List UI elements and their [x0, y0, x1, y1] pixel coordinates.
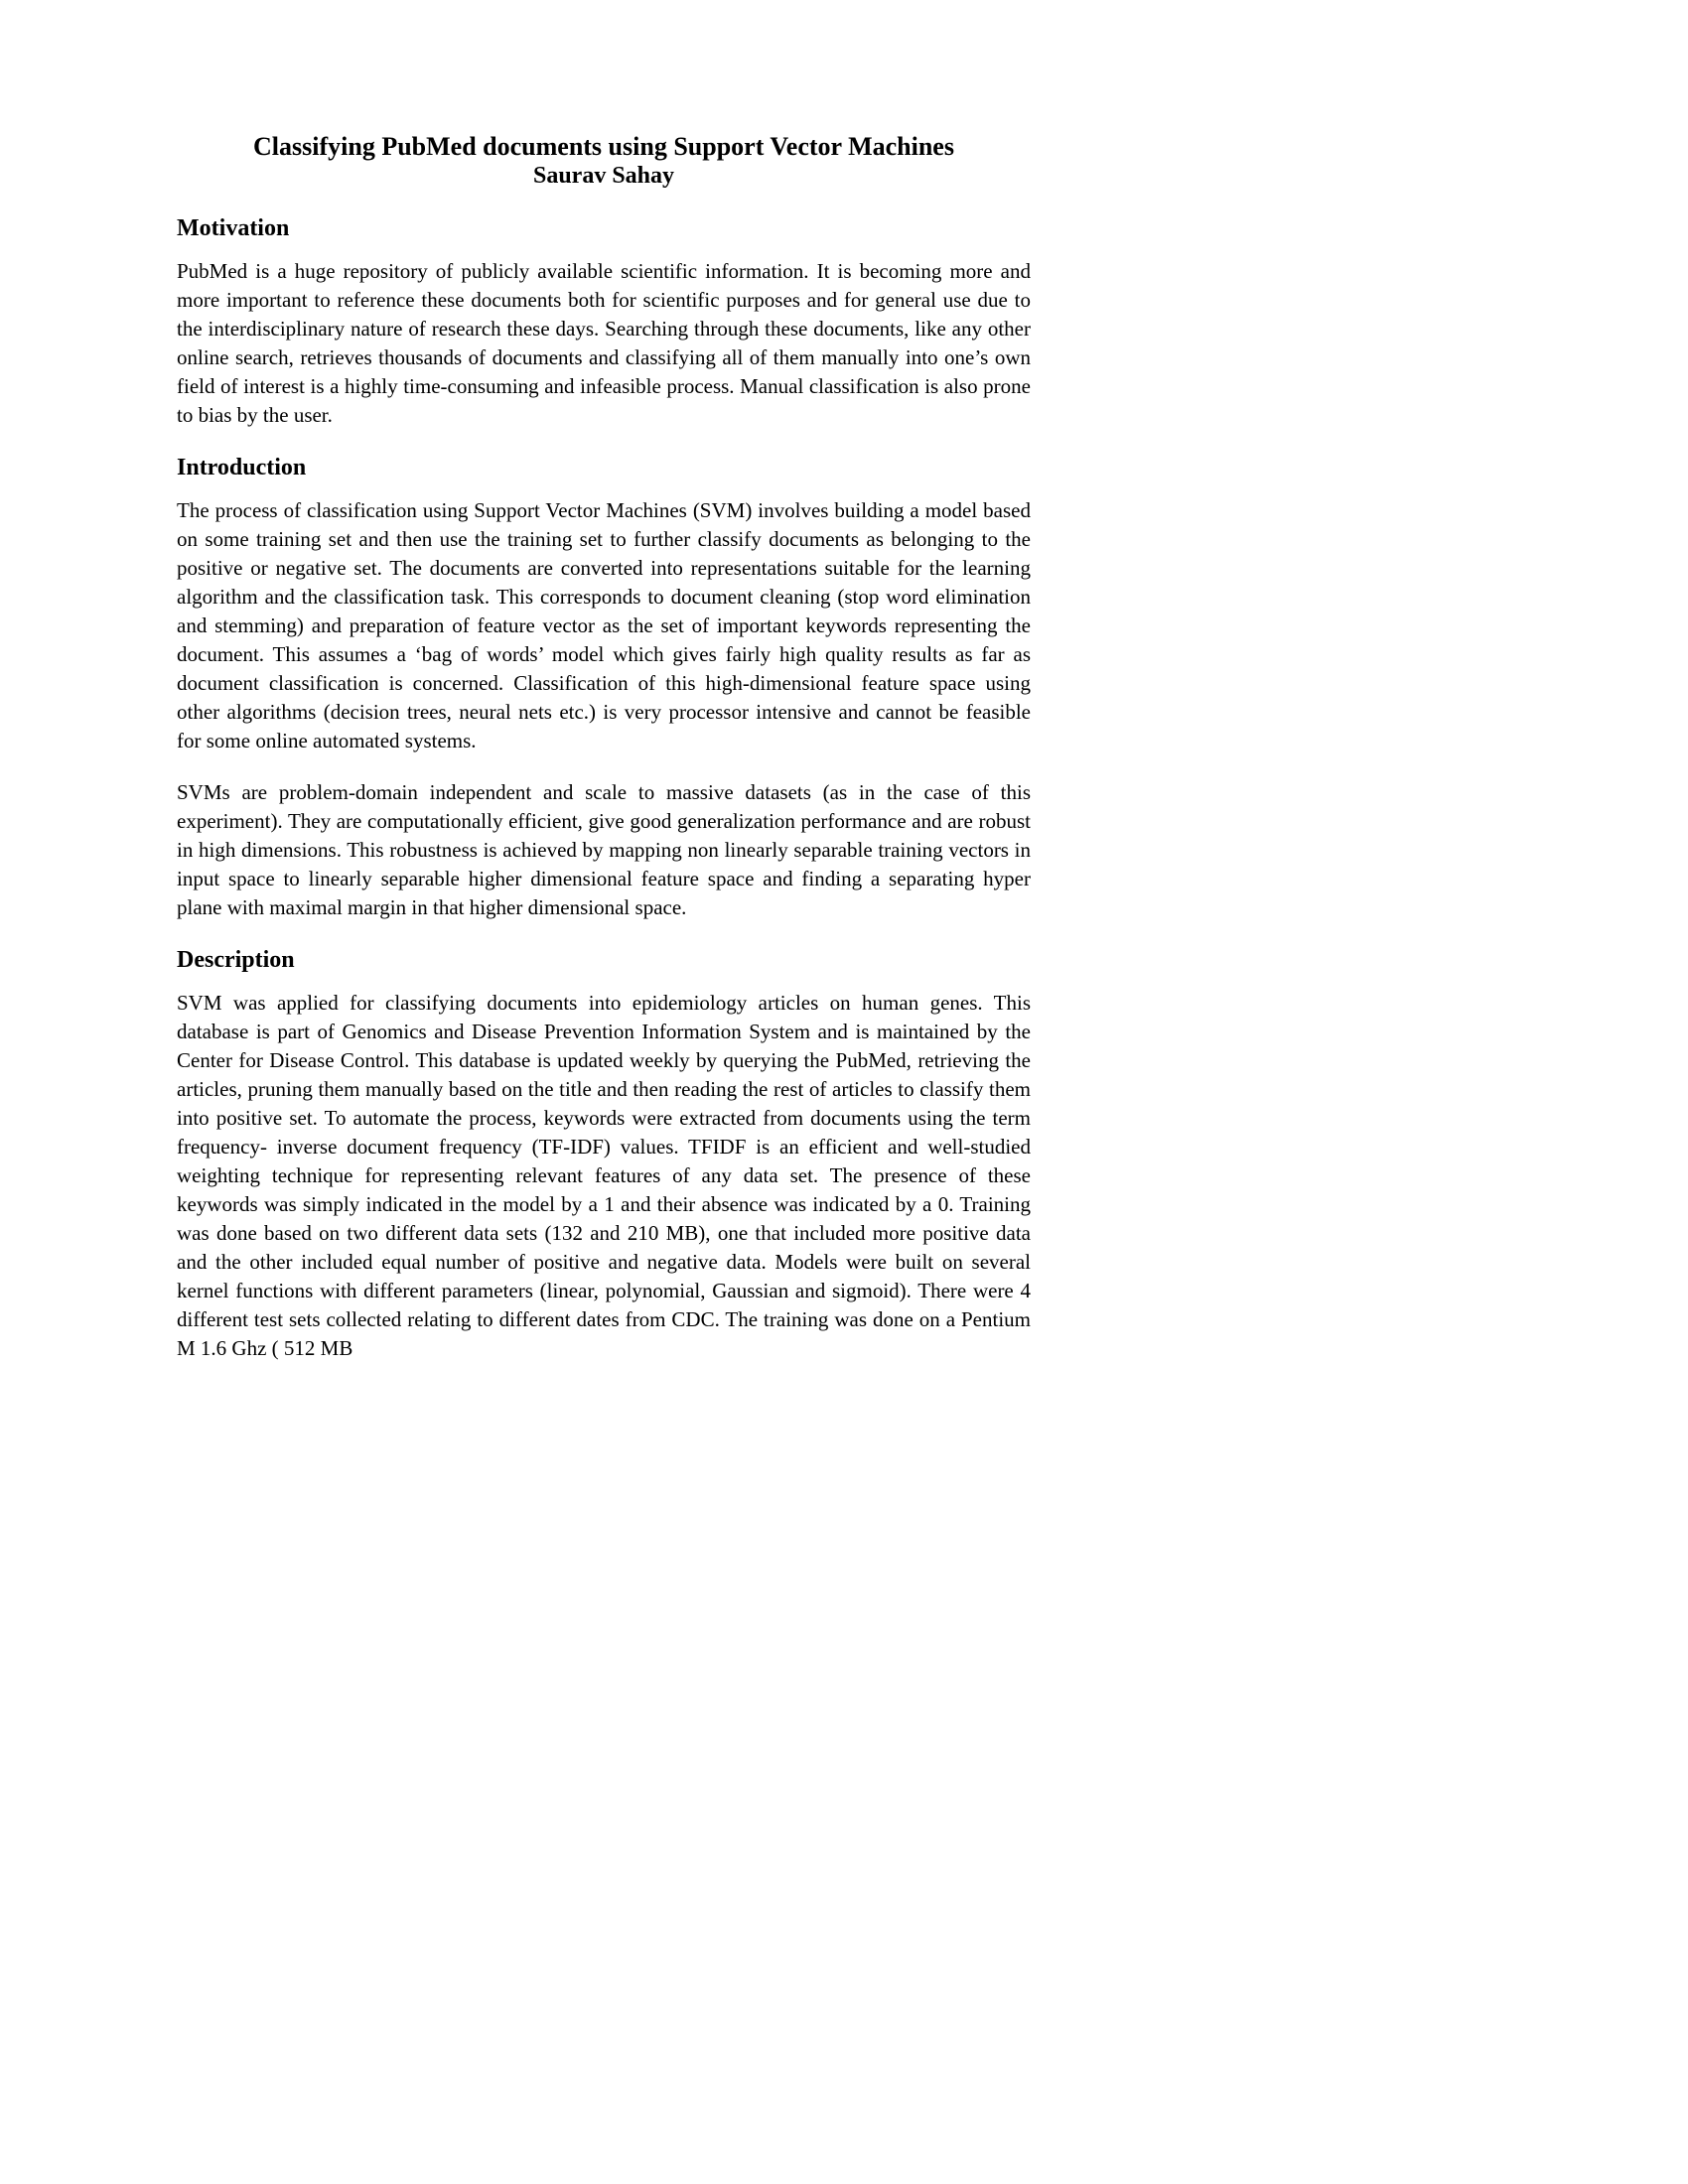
document-body: [177, 132, 1031, 1363]
section-heading-motivation: Motivation: [177, 215, 290, 241]
motivation-paragraph-1: PubMed is a huge repository of publicly available scientific information. It is becoming more and more important to reference these documents both for scientific purposes and for general use due to the interdisciplinary nature of research these days. Searching through these documents, like any other online search, retrieves thousands of documents and classifying all of them manually into one’s own field of interest is a highly time-consuming and infeasible process. Manual classification is also prone to bias by the user.: [177, 259, 1031, 427]
section-heading-description: Description: [177, 947, 295, 973]
paper-title: Classifying PubMed documents using Support Vector Machines: [253, 132, 954, 161]
paper-author: Saurav Sahay: [532, 163, 675, 189]
introduction-paragraph-1: The process of classification using Support Vector Machines (SVM) involves building a model based on some training set and then use the training set to further classify documents as belonging to the positive or negative set. The documents are converted into representations suitable for the learning algorithm and the classification task. This corresponds to document cleaning (stop word elimination and stemming) and preparation of feature vector as the set of important keywords representing the document. This assumes a ‘bag of words’ model which gives fairly high quality results as far as document classification is concerned. Classification of this high-dimensional feature space using other algorithms (decision trees, neural nets etc.) is very processor intensive and cannot be feasible for some online automated systems.: [177, 498, 1031, 752]
description-paragraph-1: SVM was applied for classifying documents into epidemiology articles on human genes. This database is part of Genomics and Disease Prevention Information System and is maintained by the Center for Disease Control. This database is updated weekly by querying the PubMed, retrieving the articles, pruning them manually based on the title and then reading the rest of articles to classify them into positive set. To automate the process, keywords were extracted from documents using the term frequency- inverse document frequency (TF-IDF) values. TFIDF is an efficient and well-studied weighting technique for representing relevant features of any data set. The presence of these keywords was simply indicated in the model by a 1 and their absence was indicated by a 0. Training was done based on two different data sets (132 and 210 MB), one that included more positive data and the other included equal number of positive and negative data. Models were built on several kernel functions with different parameters (linear, polynomial, Gaussian and sigmoid). There were 4 different test sets collected relating to different dates from CDC. The training was done on a Pentium M 1.6 Ghz ( 512 MB: [177, 991, 1031, 1360]
section-heading-introduction: Introduction: [177, 455, 307, 480]
introduction-paragraph-2: SVMs are problem-domain independent and scale to massive datasets (as in the case of this experiment). They are computationally efficient, give good generalization performance and are robust in high dimensions. This robustness is achieved by mapping non linearly separable training vectors in input space to linearly separable higher dimensional feature space and finding a separating hyper plane with maximal margin in that higher dimensional space.: [177, 780, 1031, 919]
